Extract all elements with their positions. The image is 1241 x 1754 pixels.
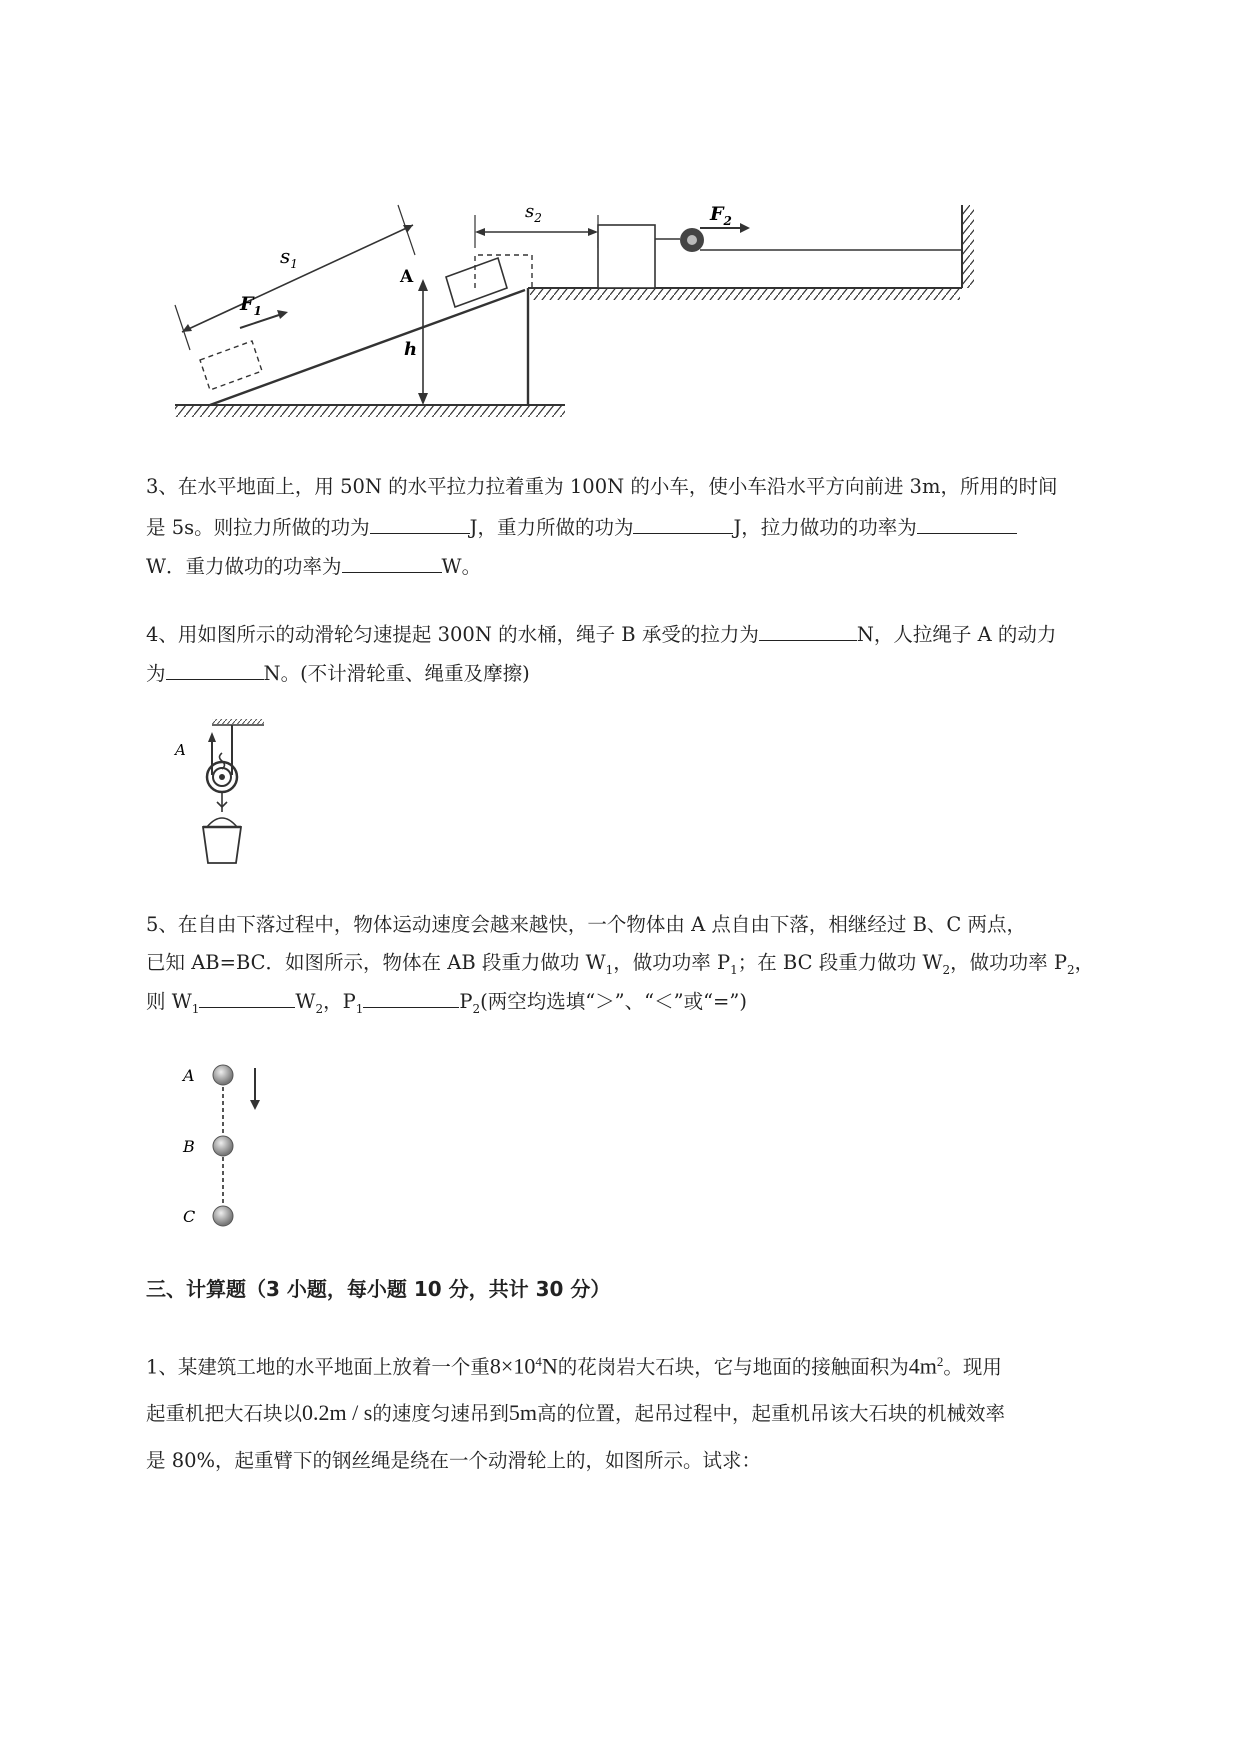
q3-blank-1[interactable]	[370, 511, 470, 534]
q5-blank-2[interactable]	[363, 985, 459, 1008]
q5-line2: 已知 AB=BC．如图所示，物体在 AB 段重力做功 $W_1$，做功功率 $P_1$；在 BC 段重力做功 $W_2$，做功功率 $P_2$，	[146, 951, 1095, 977]
calc1-line3: 是 80%，起重臂下的钢丝绳是绕在一个动滑轮上的，如图所示。试求：	[146, 1449, 762, 1472]
q3-line1: 3、在水平地面上，用 50N 的水平拉力拉着重为 100N 的小车，使小车沿水平方向前进 3m，所用的时间	[146, 475, 1058, 498]
label-F2: $F_2$	[710, 203, 732, 228]
figure-falling-ball	[175, 1060, 265, 1235]
label-s2: $s_2$	[525, 201, 542, 225]
label-s1: $s_1$	[280, 244, 298, 271]
label-h: h	[404, 339, 418, 360]
q4-blank-1[interactable]	[759, 618, 857, 641]
label-ball-B: B	[183, 1137, 195, 1156]
label-F1: $F_1$	[240, 293, 262, 318]
q3-line2: 是 5s。则拉力所做的功为 J，重力所做的功为 J，拉力做功的功率为	[146, 509, 1146, 546]
q3-blank-2[interactable]	[633, 511, 733, 534]
q3-line3: W．重力做功的功率为 W。	[146, 548, 1146, 585]
q3-blank-3[interactable]	[917, 511, 1017, 534]
calc1-line2: 起重机把大石块以0.2m / s的速度匀速吊到5m高的位置，起吊过程中，起重机吊该大石块的机械效率	[146, 1400, 1005, 1425]
q4-figure-label-A: A	[175, 741, 186, 759]
q5-line1: 5、在自由下落过程中，物体运动速度会越来越快，一个物体由 A 点自由下落，相继经过 B、C 两点，	[146, 913, 1027, 936]
q5-blank-1[interactable]	[199, 985, 295, 1008]
q3-blank-4[interactable]	[342, 550, 442, 573]
section-heading: 三、计算题（3 小题，每小题 10 分，共计 30 分）	[146, 1277, 611, 1301]
q5-line3: 则 $W_1$ $W_2$，$P_1$ $P_2$(两空均选填“＞”、“＜”或“=”)	[146, 983, 1146, 1028]
figure-incline-and-pulley	[170, 195, 990, 430]
label-A: A	[400, 267, 414, 287]
figure-movable-pulley	[170, 715, 270, 875]
q4-line1: 4、用如图所示的动滑轮匀速提起 300N 的水桶，绳子 B 承受的拉力为 N，人拉绳子 A 的动力	[146, 616, 1146, 653]
q4-line2: 为 N。(不计滑轮重、绳重及摩擦)	[146, 655, 1146, 692]
label-ball-A: A	[183, 1066, 195, 1085]
q4-blank-2[interactable]	[166, 657, 264, 680]
label-ball-C: C	[183, 1207, 196, 1226]
calc1-line1: 1、某建筑工地的水平地面上放着一个重$8\times 10^4N$的花岗岩大石块，它与地面的接触面积为$4m^2$。现用	[146, 1353, 1002, 1379]
